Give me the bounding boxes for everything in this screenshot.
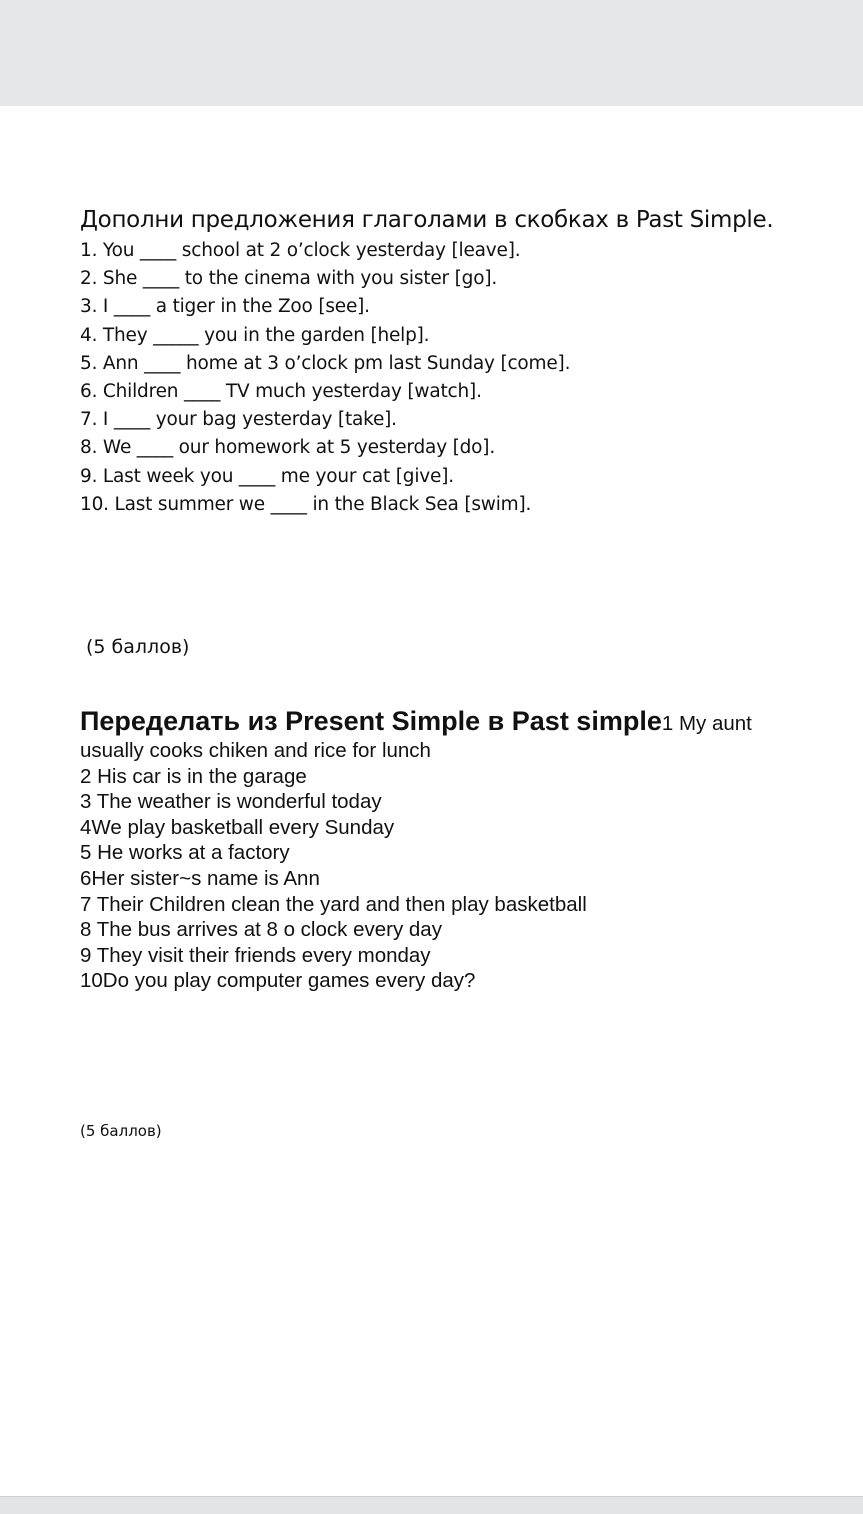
exercise-1-item: 7. I ____ your bag yesterday [take]. <box>80 409 397 431</box>
exercise-2-title: Переделать из Present Simple в Past simple <box>80 706 662 736</box>
exercise-2-item: 4We play basketball every Sunday <box>80 815 395 839</box>
exercise-1-item: 6. Children ____ TV much yesterday [watch]. <box>80 380 482 402</box>
exercise-2-list <box>80 738 840 994</box>
exercise-2-item: 10Do you play computer games every day? <box>80 969 476 993</box>
exercise-2-item: 3 The weather is wonderful today <box>80 790 382 814</box>
exercise-2-item: 2 His car is in the garage <box>80 764 307 788</box>
exercise-2-first-item-start: 1 My aunt <box>661 712 752 735</box>
exercise-1-item: 10. Last summer we ____ in the Black Sea [swim]. <box>80 493 532 515</box>
exercise-1-item: 3. I ____ a tiger in the Zoo [see]. <box>80 296 370 318</box>
exercise-2-item: 8 The bus arrives at 8 o clock every day <box>80 918 442 942</box>
exercise-2-item: 7 Their Children clean the yard and then play basketball <box>80 892 587 916</box>
exercise-1-score: (5 баллов) <box>86 636 190 658</box>
exercise-2 <box>80 704 840 994</box>
exercise-2-item: 6Her sister~s name is Ann <box>80 866 320 890</box>
exercise-1-item: 8. We ____ our homework at 5 yesterday [do]. <box>80 437 496 459</box>
exercise-1-item: 4. They _____ you in the garden [help]. <box>80 324 430 346</box>
viewer-bottom-band <box>0 1496 863 1514</box>
exercise-2-score: (5 баллов) <box>80 1122 162 1140</box>
exercise-2-item: 5 He works at a factory <box>80 841 290 865</box>
exercise-1-item: 1. You ____ school at 2 o’clock yesterday [leave]. <box>80 240 521 261</box>
exercise-1-list <box>80 237 570 519</box>
exercise-1-item: 2. She ____ to the cinema with you sister [go]. <box>80 268 498 290</box>
exercise-2-item: usually cooks chiken and rice for lunch <box>80 739 431 762</box>
exercise-2-item: 9 They visit their friends every monday <box>80 943 431 967</box>
exercise-2-heading-line <box>80 704 840 738</box>
exercise-1-item: 5. Ann ____ home at 3 o’clock pm last Sunday [come]. <box>80 352 571 374</box>
viewer-top-band <box>0 0 863 106</box>
exercise-1-title: Дополни предложения глаголами в скобках в Past Simple. <box>80 207 774 233</box>
exercise-1-item: 9. Last week you ____ me your cat [give]. <box>80 465 454 487</box>
